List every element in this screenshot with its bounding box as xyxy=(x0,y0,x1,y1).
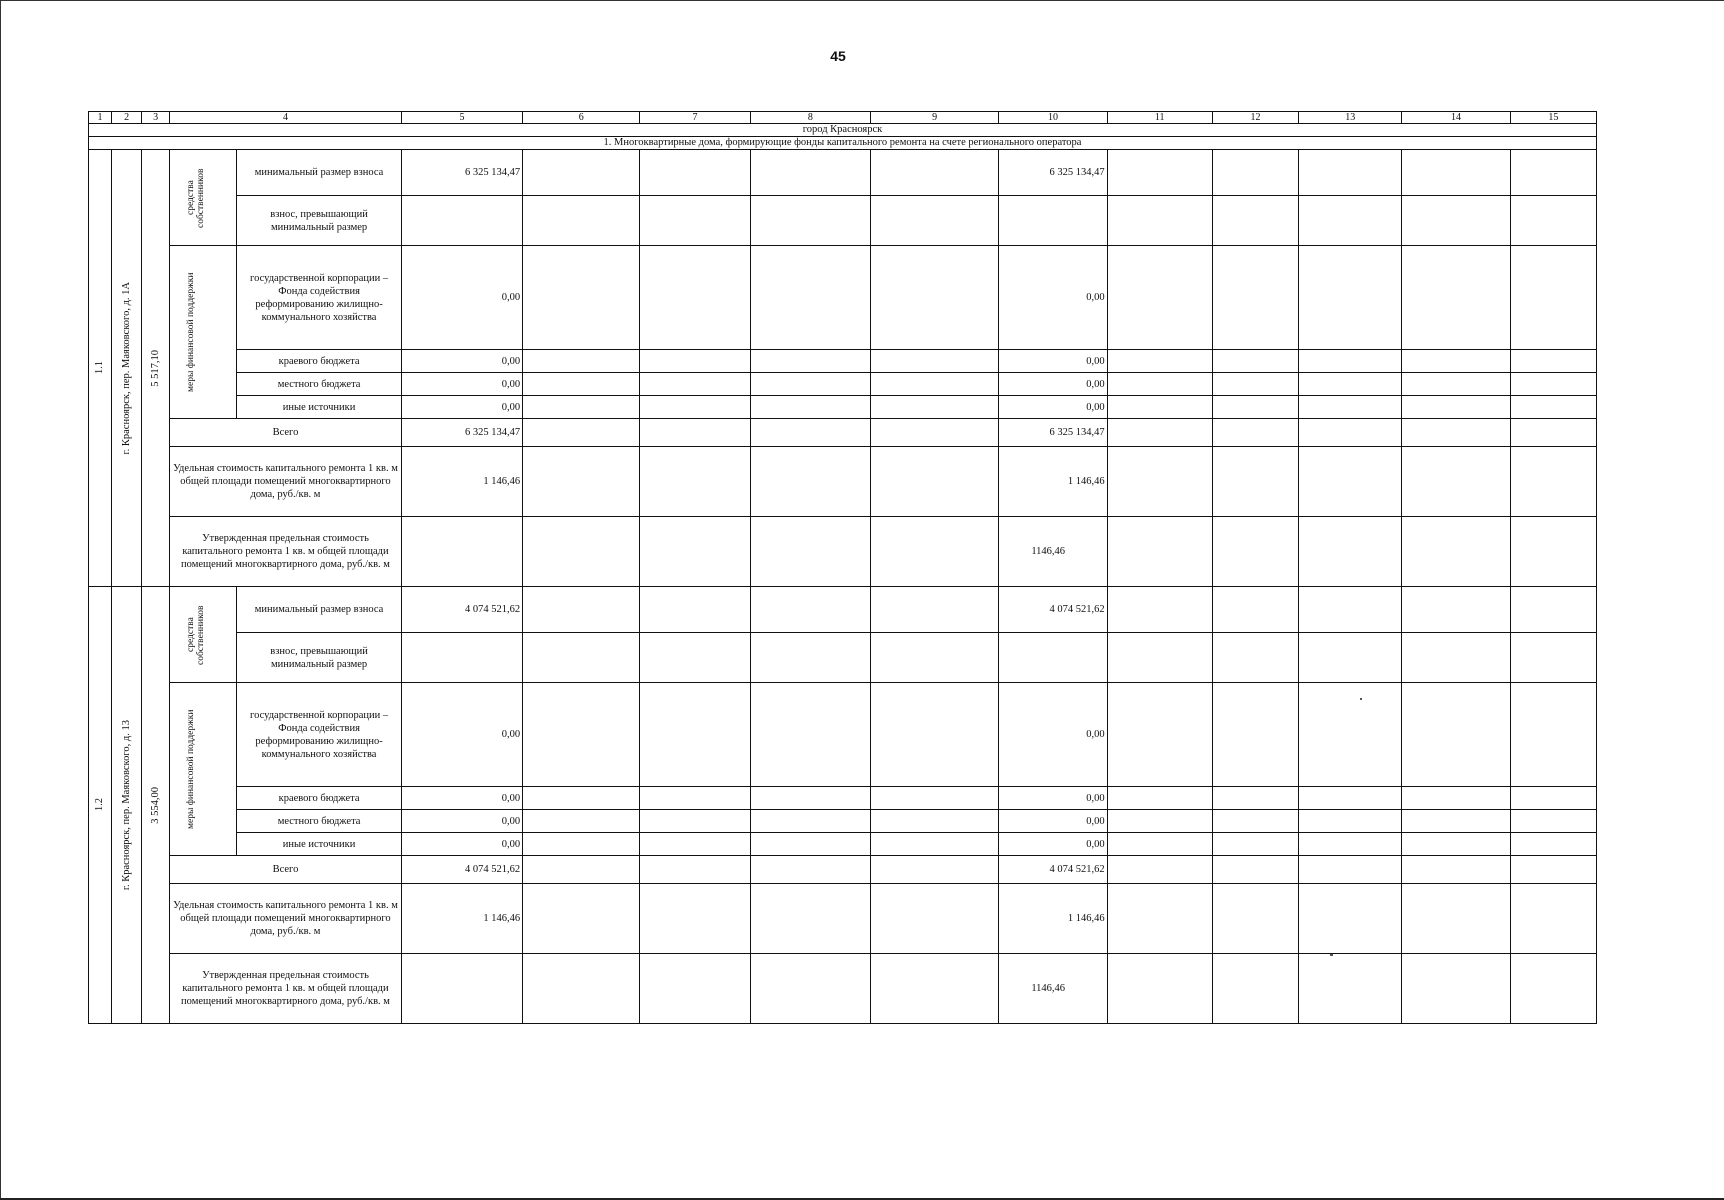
row-label: государственной корпорации – Фонда содействия реформированию жилищно-коммунального хозяйства xyxy=(237,246,401,350)
row-label: местного бюджета xyxy=(237,373,401,396)
house-2-owners-group-cell xyxy=(170,587,237,683)
row-label: взнос, превышающий минимальный размер xyxy=(237,196,401,246)
house-1-row-limit-cost xyxy=(89,517,1597,587)
house-number: 1.2 xyxy=(94,798,106,812)
section-caption: 1. Многоквартирные дома, формирующие фонды капитального ремонта на счете регионального оператора xyxy=(89,137,1597,150)
house-2-row-min-contrib xyxy=(89,587,1597,633)
value-col5: 0,00 xyxy=(401,833,522,856)
value-col10: 0,00 xyxy=(999,246,1107,350)
col-header-8: 8 xyxy=(750,112,870,124)
col-header-12: 12 xyxy=(1212,112,1298,124)
value-col5: 0,00 xyxy=(401,396,522,419)
col-header-11: 11 xyxy=(1107,112,1212,124)
value-col10 xyxy=(999,633,1107,683)
value-col5: 0,00 xyxy=(401,683,522,787)
value-col10: 6 325 134,47 xyxy=(999,150,1107,196)
house-1-row-regional xyxy=(89,350,1597,373)
value-col5 xyxy=(401,633,522,683)
house-2-area-cell xyxy=(142,587,170,1024)
house-address: г. Красноярск, пер. Маяковского, д. 13 xyxy=(120,719,132,891)
row-label: иные источники xyxy=(237,396,401,419)
house-2-row-total xyxy=(89,856,1597,884)
value-col10: 1 146,46 xyxy=(999,884,1107,954)
house-2-row-other xyxy=(89,833,1597,856)
value-col5: 0,00 xyxy=(401,373,522,396)
row-label: местного бюджета xyxy=(237,810,401,833)
house-1-address-cell xyxy=(112,150,142,587)
value-col10: 1146,46 xyxy=(999,954,1107,1024)
value-col10: 6 325 134,47 xyxy=(999,419,1107,447)
col-header-7: 7 xyxy=(640,112,750,124)
owners-group-label: средства собственников xyxy=(186,167,207,228)
row-label: иные источники xyxy=(237,833,401,856)
row-label: Удельная стоимость капитального ремонта 1 кв. м общей площади помещений многоквартирного дома, руб./кв. м xyxy=(170,447,402,517)
value-col5 xyxy=(401,517,522,587)
house-address: г. Красноярск, пер. Маяковского, д. 1А xyxy=(120,281,132,455)
value-col10: 0,00 xyxy=(999,833,1107,856)
row-label: Утвержденная предельная стоимость капитального ремонта 1 кв. м общей площади помещений многоквартирного дома, руб./кв. м xyxy=(170,517,402,587)
value-col10: 0,00 xyxy=(999,683,1107,787)
house-2-row-local xyxy=(89,810,1597,833)
house-1-row-total xyxy=(89,419,1597,447)
row-label: краевого бюджета xyxy=(237,787,401,810)
house-1-row-state-corp xyxy=(89,246,1597,350)
row-label: Всего xyxy=(170,419,402,447)
value-col10: 0,00 xyxy=(999,350,1107,373)
house-2-address-cell xyxy=(112,587,142,1024)
value-col5: 1 146,46 xyxy=(401,884,522,954)
page-number: 45 xyxy=(830,48,846,64)
section-row xyxy=(89,137,1597,150)
house-2-row-over-min xyxy=(89,633,1597,683)
col-header-10: 10 xyxy=(999,112,1107,124)
house-2-number-cell xyxy=(89,587,112,1024)
col-header-15: 15 xyxy=(1510,112,1596,124)
col-header-3: 3 xyxy=(142,112,170,124)
row-label: минимальный размер взноса xyxy=(237,587,401,633)
value-col5: 4 074 521,62 xyxy=(401,856,522,884)
house-1-number-cell xyxy=(89,150,112,587)
row-label: взнос, превышающий минимальный размер xyxy=(237,633,401,683)
house-1-row-local xyxy=(89,373,1597,396)
col-header-5: 5 xyxy=(401,112,522,124)
house-area: 5 517,10 xyxy=(149,349,161,387)
house-2-row-state-corp xyxy=(89,683,1597,787)
house-area: 3 554,00 xyxy=(149,786,161,824)
row-label: Утвержденная предельная стоимость капитального ремонта 1 кв. м общей площади помещений многоквартирного дома, руб./кв. м xyxy=(170,954,402,1024)
row-label: краевого бюджета xyxy=(237,350,401,373)
value-col5: 4 074 521,62 xyxy=(401,587,522,633)
house-1-row-unit-cost xyxy=(89,447,1597,517)
scan-speck xyxy=(1360,698,1362,700)
value-col5: 6 325 134,47 xyxy=(401,419,522,447)
row-label: Удельная стоимость капитального ремонта 1 кв. м общей площади помещений многоквартирного дома, руб./кв. м xyxy=(170,884,402,954)
value-col10: 0,00 xyxy=(999,373,1107,396)
value-col5: 6 325 134,47 xyxy=(401,150,522,196)
col-header-6: 6 xyxy=(523,112,640,124)
capital-repair-table xyxy=(88,111,1597,1024)
row-label: Всего xyxy=(170,856,402,884)
value-col10: 4 074 521,62 xyxy=(999,587,1107,633)
value-col10: 4 074 521,62 xyxy=(999,856,1107,884)
house-1-support-group-cell xyxy=(170,246,237,419)
city-row xyxy=(89,124,1597,137)
value-col5 xyxy=(401,954,522,1024)
house-1-row-other xyxy=(89,396,1597,419)
house-1-area-cell xyxy=(142,150,170,587)
support-group-label: меры финансовой поддержки xyxy=(186,272,197,392)
owners-group-label: средства собственников xyxy=(186,604,207,665)
value-col5 xyxy=(401,196,522,246)
scan-speck xyxy=(1330,954,1333,956)
house-2-row-regional xyxy=(89,787,1597,810)
value-col5: 0,00 xyxy=(401,246,522,350)
value-col10: 0,00 xyxy=(999,787,1107,810)
col-header-4: 4 xyxy=(170,112,402,124)
col-header-2: 2 xyxy=(112,112,142,124)
house-1-owners-group-cell xyxy=(170,150,237,246)
col-header-9: 9 xyxy=(870,112,998,124)
value-col10: 1146,46 xyxy=(999,517,1107,587)
value-col5: 0,00 xyxy=(401,810,522,833)
city-caption: город Красноярск xyxy=(89,124,1597,137)
col-header-13: 13 xyxy=(1299,112,1402,124)
scan-edge-top xyxy=(0,0,1724,1)
value-col5: 0,00 xyxy=(401,350,522,373)
value-col10: 0,00 xyxy=(999,810,1107,833)
house-2-row-unit-cost xyxy=(89,884,1597,954)
column-number-row xyxy=(89,112,1597,124)
scan-edge-left xyxy=(0,0,1,1200)
value-col10 xyxy=(999,196,1107,246)
house-1-row-over-min xyxy=(89,196,1597,246)
support-group-label: меры финансовой поддержки xyxy=(186,709,197,829)
row-label: минимальный размер взноса xyxy=(237,150,401,196)
col-header-14: 14 xyxy=(1402,112,1510,124)
value-col5: 0,00 xyxy=(401,787,522,810)
house-1-row-min-contrib xyxy=(89,150,1597,196)
house-2-row-limit-cost xyxy=(89,954,1597,1024)
value-col5: 1 146,46 xyxy=(401,447,522,517)
house-number: 1.1 xyxy=(94,361,106,375)
value-col10: 0,00 xyxy=(999,396,1107,419)
house-2-support-group-cell xyxy=(170,683,237,856)
value-col10: 1 146,46 xyxy=(999,447,1107,517)
row-label: государственной корпорации – Фонда содействия реформированию жилищно-коммунального хозяйства xyxy=(237,683,401,787)
col-header-1: 1 xyxy=(89,112,112,124)
